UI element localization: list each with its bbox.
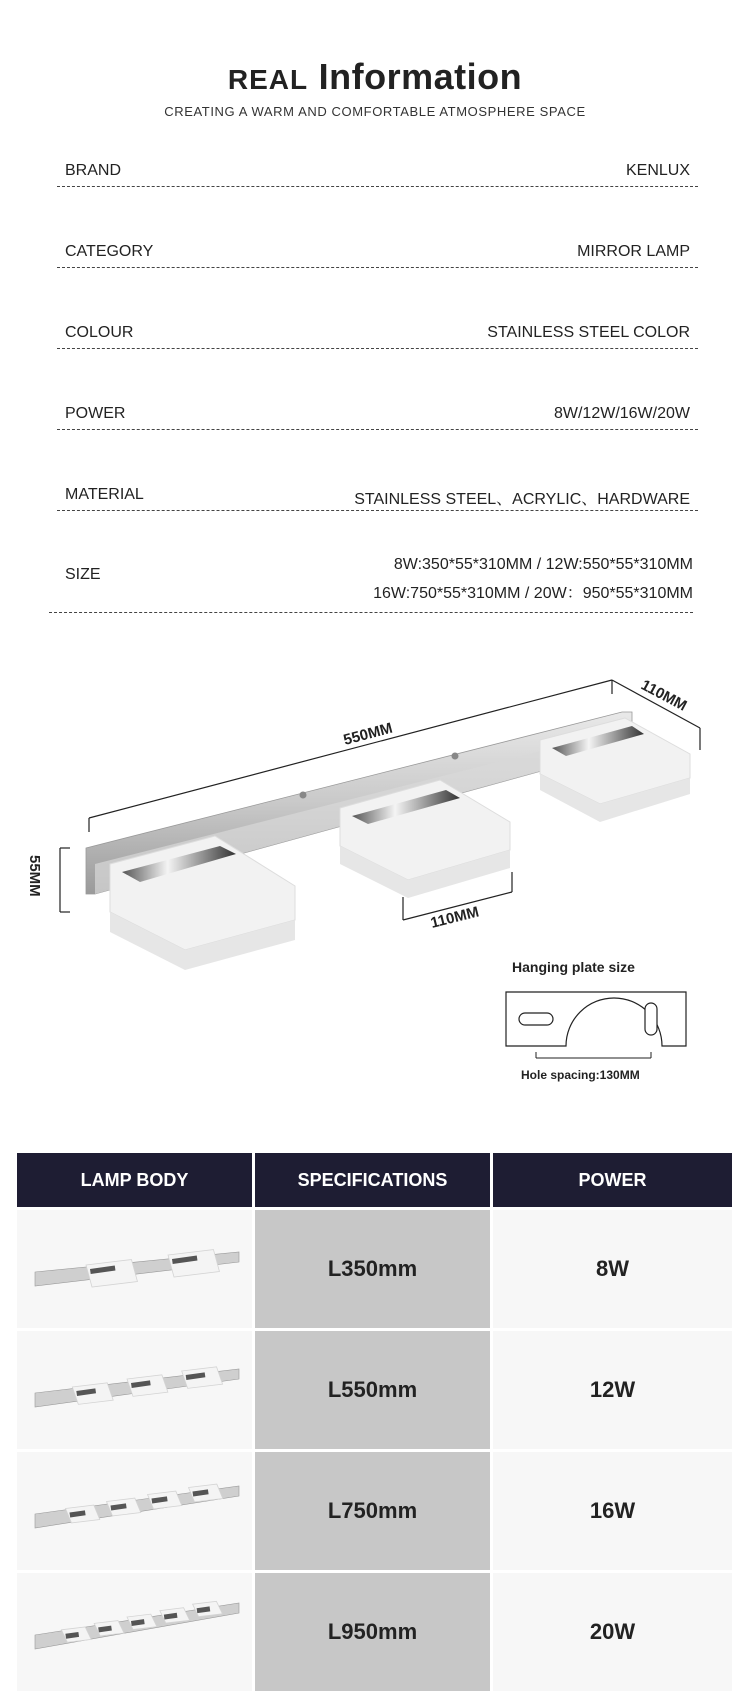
spec-value: MIRROR LAMP xyxy=(577,243,690,260)
model-table xyxy=(17,1153,732,1691)
lamp-thumbnail xyxy=(17,1210,252,1328)
spec-value-line1: 8W:350*55*310MM / 12W:550*55*310MM xyxy=(393,556,693,573)
spec-value: KENLUX xyxy=(625,162,690,179)
spec-row-power xyxy=(57,403,698,430)
lamp-dimension-diagram xyxy=(0,650,750,1110)
spec-value: 8W/12W/16W/20W xyxy=(553,405,690,422)
hanging-plate-drawing xyxy=(506,992,686,1058)
head-width-label: 110MM xyxy=(428,903,481,932)
table-row xyxy=(17,1573,732,1691)
header-lamp-body: LAMP BODY xyxy=(17,1153,252,1207)
spec-cell: L550mm xyxy=(255,1331,490,1449)
power-cell: 20W xyxy=(493,1573,732,1691)
table-row xyxy=(17,1452,732,1570)
header-specifications: SPECIFICATIONS xyxy=(255,1153,490,1207)
lamp-thumbnail xyxy=(17,1331,252,1449)
spec-value-line2: 16W:750*55*310MM / 20W：950*55*310MM xyxy=(373,585,693,602)
spec-cell: L350mm xyxy=(255,1210,490,1328)
plate-caption: Hole spacing:130MM xyxy=(521,1068,640,1082)
spec-row-category xyxy=(57,241,698,268)
power-cell: 12W xyxy=(493,1331,732,1449)
page-header xyxy=(0,56,750,119)
spec-value: STAINLESS STEEL COLOR xyxy=(487,324,690,341)
spec-row-material xyxy=(57,484,698,511)
spec-label: COLOUR xyxy=(65,324,134,341)
height-dimension-line xyxy=(60,848,70,912)
page-subtitle: CREATING A WARM AND COMFORTABLE ATMOSPHERE SPACE xyxy=(164,104,586,119)
spec-label: POWER xyxy=(65,405,126,422)
depth-label: 110MM xyxy=(638,676,690,715)
table-row xyxy=(17,1210,732,1328)
spec-row-size xyxy=(49,556,693,613)
spec-row-colour xyxy=(57,322,698,349)
spec-cell: L750mm xyxy=(255,1452,490,1570)
header-power: POWER xyxy=(493,1153,732,1207)
title-prefix: REAL xyxy=(227,64,309,95)
lamp-thumbnail xyxy=(17,1573,252,1691)
spec-value: STAINLESS STEEL、ACRYLIC、HARDWARE xyxy=(354,491,690,508)
plate-title: Hanging plate size xyxy=(512,959,635,975)
title-main: Information xyxy=(318,56,523,97)
page-title xyxy=(0,56,750,98)
height-label: 55MM xyxy=(26,855,43,897)
spec-label: BRAND xyxy=(65,162,122,179)
power-cell: 8W xyxy=(493,1210,732,1328)
spec-label: MATERIAL xyxy=(65,486,144,503)
length-label: 550MM xyxy=(341,719,395,749)
spec-cell: L950mm xyxy=(255,1573,490,1691)
table-header xyxy=(17,1153,732,1207)
spec-label: SIZE xyxy=(65,566,101,583)
power-cell: 16W xyxy=(493,1452,732,1570)
table-row xyxy=(17,1331,732,1449)
lamp-illustration xyxy=(86,712,690,970)
lamp-thumbnail xyxy=(17,1452,252,1570)
spec-row-brand xyxy=(57,160,698,187)
spec-label: CATEGORY xyxy=(65,243,154,260)
